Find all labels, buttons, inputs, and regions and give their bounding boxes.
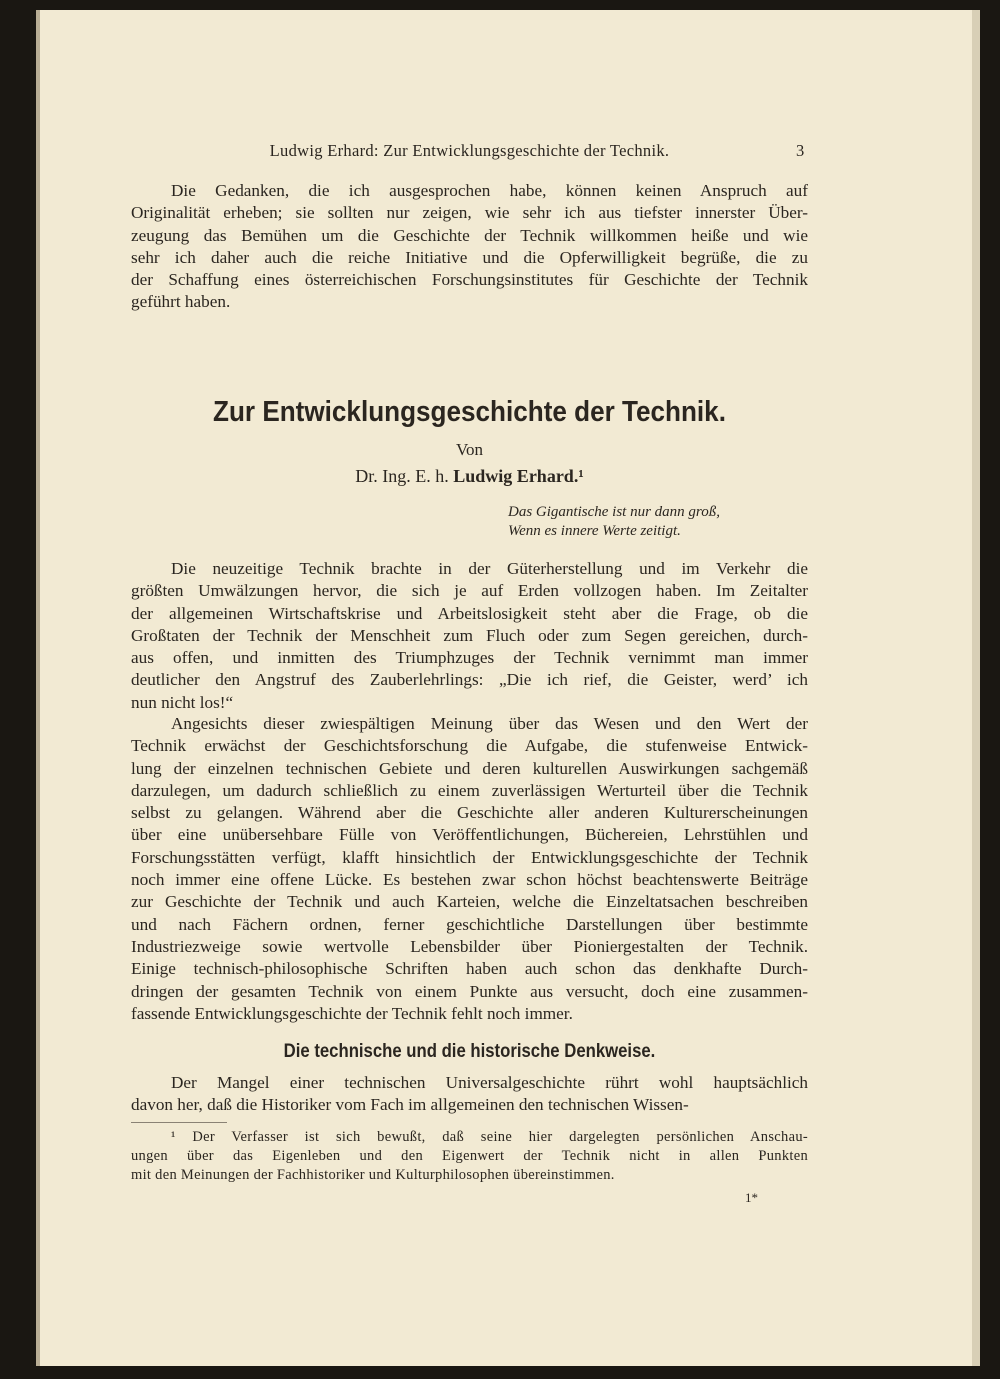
text-line: Die neuzeitige Technik brachte in der Güterherstellung und im Verkehr die bbox=[171, 559, 808, 578]
text-line: Forschungsstätten verfügt, klafft hinsichtlich der Entwicklungsgeschichte der Technik bbox=[131, 847, 808, 867]
motto bbox=[508, 503, 720, 541]
author-prefix: Dr. Ing. E. h. bbox=[355, 466, 449, 486]
paragraph-1 bbox=[131, 558, 808, 714]
text-line: Großtaten der Technik der Menschheit zum Fluch oder zum Segen gereichen, durch- bbox=[131, 625, 808, 645]
text-line: Die Gedanken, die ich ausgesprochen habe, können keinen Anspruch auf bbox=[171, 181, 808, 200]
text-line: selbst zu gelangen. Während aber die Geschichte aller anderen Kulturerscheinungen bbox=[131, 803, 808, 823]
text-line: Industriezweige sowie wertvolle Lebensbilder über Pioniergestalten der Technik. bbox=[131, 936, 808, 956]
article-title: Zur Entwicklungsgeschichte der Technik. bbox=[213, 396, 726, 428]
text-line: lung der einzelnen technischen Gebiete und deren kulturellen Auswirkungen sachgemäß bbox=[131, 758, 808, 778]
text-line: nun nicht los!“ bbox=[131, 692, 234, 712]
text-line: größten Umwälzungen hervor, die sich je auf Erden vollzogen haben. Im Zeitalter bbox=[131, 581, 808, 601]
page-edge bbox=[972, 10, 980, 1366]
text-line: sehr ich daher auch die reiche Initiative und die Opferwilligkeit begrüße, die zu bbox=[131, 247, 808, 267]
text-line: zeugung das Bemühen um die Geschichte der Technik willkommen heiße und wie bbox=[131, 225, 808, 245]
text-line: Angesichts dieser zwiespältigen Meinung über das Wesen und den Wert der bbox=[171, 714, 808, 733]
motto-line: Das Gigantische ist nur dann groß, bbox=[508, 504, 720, 520]
paragraph-intro bbox=[131, 180, 808, 314]
text-line: der allgemeinen Wirtschaftskrise und Arbeitslosigkeit steht aber die Frage, ob die bbox=[131, 603, 808, 623]
text-line: Technik erwächst der Geschichtsforschung die Aufgabe, die stufenweise Entwick- bbox=[131, 736, 808, 756]
text-line: fassende Entwicklungsgeschichte der Technik fehlt noch immer. bbox=[131, 1003, 573, 1023]
author-name: Ludwig Erhard.¹ bbox=[453, 466, 584, 486]
text-line: deutlicher den Angstruf des Zauberlehrlings: „Die ich rief, die Geister, werd’ ich bbox=[131, 670, 808, 690]
text-line: dringen der gesamten Technik von einem Punkte aus versucht, doch eine zusammen- bbox=[131, 981, 808, 1001]
footnote-rule bbox=[131, 1122, 227, 1123]
text-line: ungen über das Eigenleben und den Eigenwert der Technik nicht in allen Punkten bbox=[131, 1148, 808, 1164]
text-line: zur Geschichte der Technik und auch Karteien, welche die Einzeltatsachen beschreiben bbox=[131, 892, 808, 912]
text-line: Originalität erheben; sie sollten nur zeigen, wie sehr ich aus tiefster innerster Über- bbox=[131, 203, 808, 223]
motto-line: Wenn es innere Werte zeitigt. bbox=[508, 523, 681, 539]
text-line: noch immer eine offene Lücke. Es bestehen zwar schon höchst beachtenswerte Beiträge bbox=[131, 870, 808, 890]
text-line: davon her, daß die Historiker vom Fach im allgemeinen den technischen Wissen- bbox=[131, 1095, 689, 1115]
text-line: über eine unübersehbare Fülle von Veröffentlichungen, Büchereien, Lehrstühlen und bbox=[131, 825, 808, 845]
page-number: 3 bbox=[796, 141, 805, 160]
text-line: ¹ Der Verfasser ist sich bewußt, daß seine hier dargelegten persönlichen Anschau- bbox=[171, 1129, 808, 1145]
text-line: mit den Meinungen der Fachhistoriker und Kulturphilosophen übereinstimmen. bbox=[131, 1167, 615, 1183]
text-line: der Schaffung eines österreichischen Forschungsinstitutes für Geschichte der Technik bbox=[131, 270, 808, 290]
text-line: aus offen, und inmitten des Triumphzuges der Technik vernimmt man immer bbox=[131, 648, 808, 668]
author-line bbox=[131, 466, 808, 487]
text-line: geführt haben. bbox=[131, 292, 231, 312]
paragraph-2 bbox=[131, 713, 808, 1025]
von-label: Von bbox=[455, 440, 484, 459]
signature-mark: 1* bbox=[745, 1190, 758, 1205]
text-line: Der Mangel einer technischen Universalgeschichte rührt wohl hauptsächlich bbox=[171, 1073, 808, 1092]
text-line: darzulegen, um dadurch schließlich zu einem zuverlässigen Werturteil über die Technik bbox=[131, 780, 808, 800]
section-heading: Die technische und die historische Denkweise. bbox=[283, 1041, 656, 1062]
paragraph-3 bbox=[131, 1072, 808, 1117]
page-spine bbox=[36, 10, 40, 1366]
running-header: Ludwig Erhard: Zur Entwicklungsgeschichte der Technik. bbox=[269, 141, 670, 160]
footnote bbox=[131, 1128, 808, 1185]
text-line: Einige technisch-philosophische Schriften haben auch schon das denkhafte Durch- bbox=[131, 959, 808, 979]
text-line: und nach Fächern ordnen, ferner geschichtliche Darstellungen über bestimmte bbox=[131, 914, 808, 934]
